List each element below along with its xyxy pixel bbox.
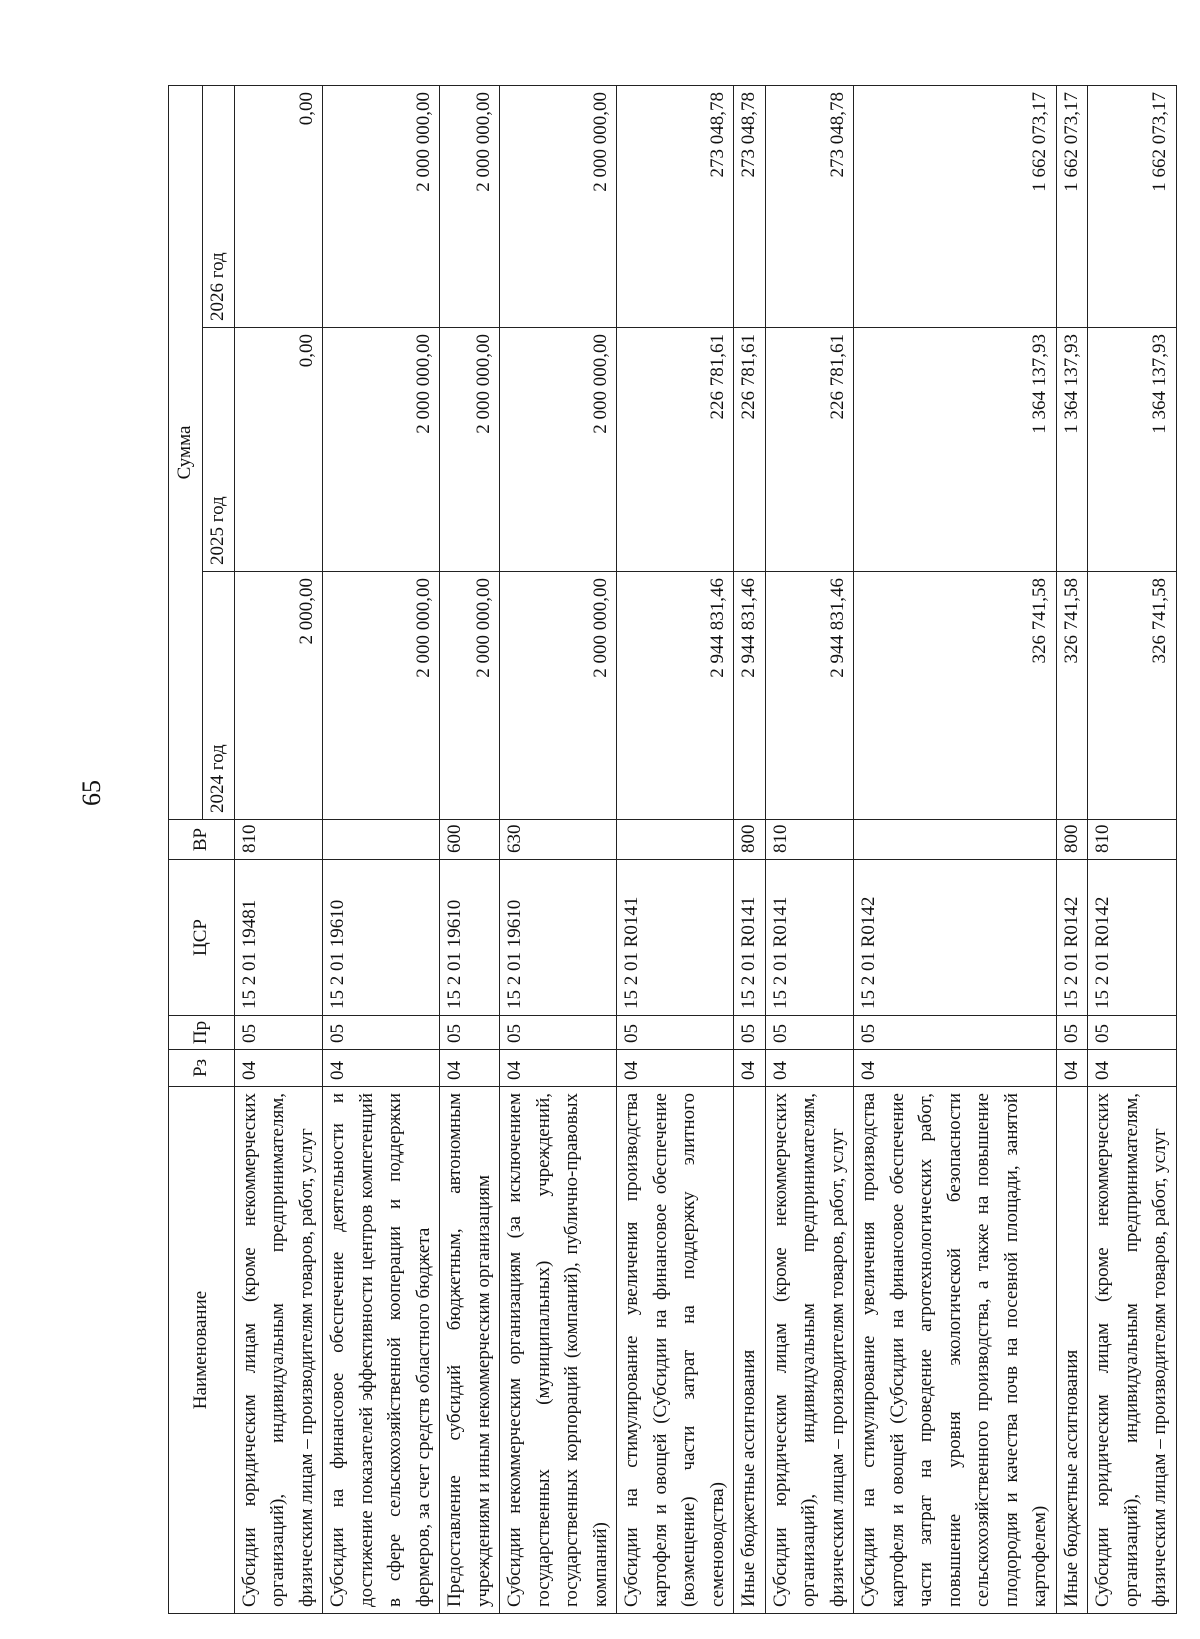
- cell-2024: 2 944 831,46: [734, 572, 766, 820]
- cell-rz: 04: [234, 1050, 323, 1087]
- cell-name: Субсидии на финансовое обеспечение деятельности и достижение показателей эффективности центров компетенций в сфере сельскохозяйственной кооперации и поддержки фермеров, за счет средств областного бюджета: [323, 1087, 440, 1614]
- cell-2026: 2 000 000,00: [440, 85, 500, 327]
- cell-pr: 05: [734, 1016, 766, 1050]
- cell-pr: 05: [500, 1016, 617, 1050]
- cell-vr: 800: [734, 820, 766, 860]
- table-row: [1088, 85, 1177, 1613]
- cell-name: Предоставление субсидий бюджетным, автономным учреждениям и иным некоммерческим организациям: [440, 1087, 500, 1614]
- cell-name: Иные бюджетные ассигнования: [1056, 1087, 1088, 1614]
- cell-rz: 04: [1088, 1050, 1177, 1087]
- cell-vr: 810: [1088, 820, 1177, 860]
- cell-2026: 2 000 000,00: [500, 85, 617, 327]
- header-year-2026: 2026 год: [203, 85, 235, 327]
- cell-vr: 630: [500, 820, 617, 860]
- header-sum: Сумма: [169, 85, 203, 819]
- cell-csr: 15 2 01 R0141: [617, 860, 734, 1016]
- table-row: [854, 85, 1057, 1613]
- cell-rz: 04: [734, 1050, 766, 1087]
- header-name: Наименование: [169, 1087, 235, 1614]
- header-year-2024: 2024 год: [203, 572, 235, 820]
- cell-2024: 326 741,58: [854, 572, 1057, 820]
- rotated-page: [168, 86, 1170, 1614]
- cell-csr: 15 2 01 19610: [440, 860, 500, 1016]
- cell-vr: [854, 820, 1057, 860]
- cell-pr: 05: [854, 1016, 1057, 1050]
- cell-name: Субсидии на стимулирование увеличения производства картофеля и овощей (Субсидии на финансовое обеспечение части затрат на проведение агротехнологических работ, повышение уровня экологической безопасности сельскохозяйственного производства, а также на повышение плодородия и качества почв на посевной площади, занятой картофелем): [854, 1087, 1057, 1614]
- cell-name: Субсидии юридическим лицам (кроме некоммерческих организаций), индивидуальным предпринимателям, физическим лицам – производителям товаров, работ, услуг: [1088, 1087, 1177, 1614]
- cell-vr: 810: [234, 820, 323, 860]
- cell-2024: 2 000,00: [234, 572, 323, 820]
- table-row: [323, 85, 440, 1613]
- cell-2024: 2 944 831,46: [617, 572, 734, 820]
- header-csr: ЦСР: [169, 860, 235, 1016]
- table-row: [1056, 85, 1088, 1613]
- cell-2025: 1 364 137,93: [1056, 328, 1088, 572]
- table-row: [617, 85, 734, 1613]
- cell-2024: 2 000 000,00: [440, 572, 500, 820]
- cell-rz: 04: [1056, 1050, 1088, 1087]
- cell-rz: 04: [500, 1050, 617, 1087]
- header-vr: ВР: [169, 820, 235, 860]
- cell-2025: 2 000 000,00: [500, 328, 617, 572]
- header-row: [169, 85, 203, 1613]
- cell-rz: 04: [765, 1050, 854, 1087]
- cell-2024: 326 741,58: [1056, 572, 1088, 820]
- cell-2024: 326 741,58: [1088, 572, 1177, 820]
- cell-pr: 05: [765, 1016, 854, 1050]
- budget-table: [168, 85, 1177, 1614]
- cell-pr: 05: [1056, 1016, 1088, 1050]
- cell-vr: 600: [440, 820, 500, 860]
- cell-2024: 2 000 000,00: [500, 572, 617, 820]
- header-pr: Пр: [169, 1016, 235, 1050]
- cell-pr: 05: [617, 1016, 734, 1050]
- cell-csr: 15 2 01 19610: [500, 860, 617, 1016]
- cell-2026: 1 662 073,17: [854, 85, 1057, 327]
- cell-vr: [323, 820, 440, 860]
- cell-name: Субсидии на стимулирование увеличения производства картофеля и овощей (Субсидии на финансовое обеспечение (возмещение) части затрат на поддержку элитного семеноводства): [617, 1087, 734, 1614]
- cell-rz: 04: [617, 1050, 734, 1087]
- table-row: [500, 85, 617, 1613]
- cell-2024: 2 944 831,46: [765, 572, 854, 820]
- cell-2026: 273 048,78: [617, 85, 734, 327]
- cell-2026: 273 048,78: [765, 85, 854, 327]
- cell-2025: 1 364 137,93: [1088, 328, 1177, 572]
- cell-2026: 2 000 000,00: [323, 85, 440, 327]
- cell-2026: 273 048,78: [734, 85, 766, 327]
- cell-vr: [617, 820, 734, 860]
- cell-name: Субсидии юридическим лицам (кроме некоммерческих организаций), индивидуальным предпринимателям, физическим лицам – производителям товаров, работ, услуг: [234, 1087, 323, 1614]
- cell-csr: 15 2 01 19610: [323, 860, 440, 1016]
- cell-csr: 15 2 01 19481: [234, 860, 323, 1016]
- table-row: [734, 85, 766, 1613]
- cell-2025: 1 364 137,93: [854, 328, 1057, 572]
- cell-2025: 226 781,61: [734, 328, 766, 572]
- cell-vr: 810: [765, 820, 854, 860]
- cell-2024: 2 000 000,00: [323, 572, 440, 820]
- cell-2026: 1 662 073,17: [1056, 85, 1088, 327]
- cell-pr: 05: [323, 1016, 440, 1050]
- cell-csr: 15 2 01 R0142: [1088, 860, 1177, 1016]
- cell-name: Субсидии юридическим лицам (кроме некоммерческих организаций), индивидуальным предпринимателям, физическим лицам – производителям товаров, работ, услуг: [765, 1087, 854, 1614]
- cell-csr: 15 2 01 R0141: [734, 860, 766, 1016]
- cell-csr: 15 2 01 R0142: [1056, 860, 1088, 1016]
- cell-2026: 1 662 073,17: [1088, 85, 1177, 327]
- cell-rz: 04: [440, 1050, 500, 1087]
- table-row: [440, 85, 500, 1613]
- cell-csr: 15 2 01 R0142: [854, 860, 1057, 1016]
- cell-2025: 0,00: [234, 328, 323, 572]
- cell-csr: 15 2 01 R0141: [765, 860, 854, 1016]
- cell-2025: 226 781,61: [765, 328, 854, 572]
- cell-name: Иные бюджетные ассигнования: [734, 1087, 766, 1614]
- cell-vr: 800: [1056, 820, 1088, 860]
- cell-2025: 226 781,61: [617, 328, 734, 572]
- table-row: [765, 85, 854, 1613]
- cell-rz: 04: [854, 1050, 1057, 1087]
- cell-name: Субсидии некоммерческим организациям (за исключением государственных (муниципальных) учреждений, государственных корпораций (компаний), публично-правовых компаний): [500, 1087, 617, 1614]
- table-row: [234, 85, 323, 1613]
- cell-pr: 05: [440, 1016, 500, 1050]
- header-rz: Рз: [169, 1050, 235, 1087]
- cell-pr: 05: [1088, 1016, 1177, 1050]
- cell-2026: 0,00: [234, 85, 323, 327]
- cell-2025: 2 000 000,00: [440, 328, 500, 572]
- cell-2025: 2 000 000,00: [323, 328, 440, 572]
- header-year-2025: 2025 год: [203, 328, 235, 572]
- cell-pr: 05: [234, 1016, 323, 1050]
- cell-rz: 04: [323, 1050, 440, 1087]
- page-number: 65: [77, 780, 106, 806]
